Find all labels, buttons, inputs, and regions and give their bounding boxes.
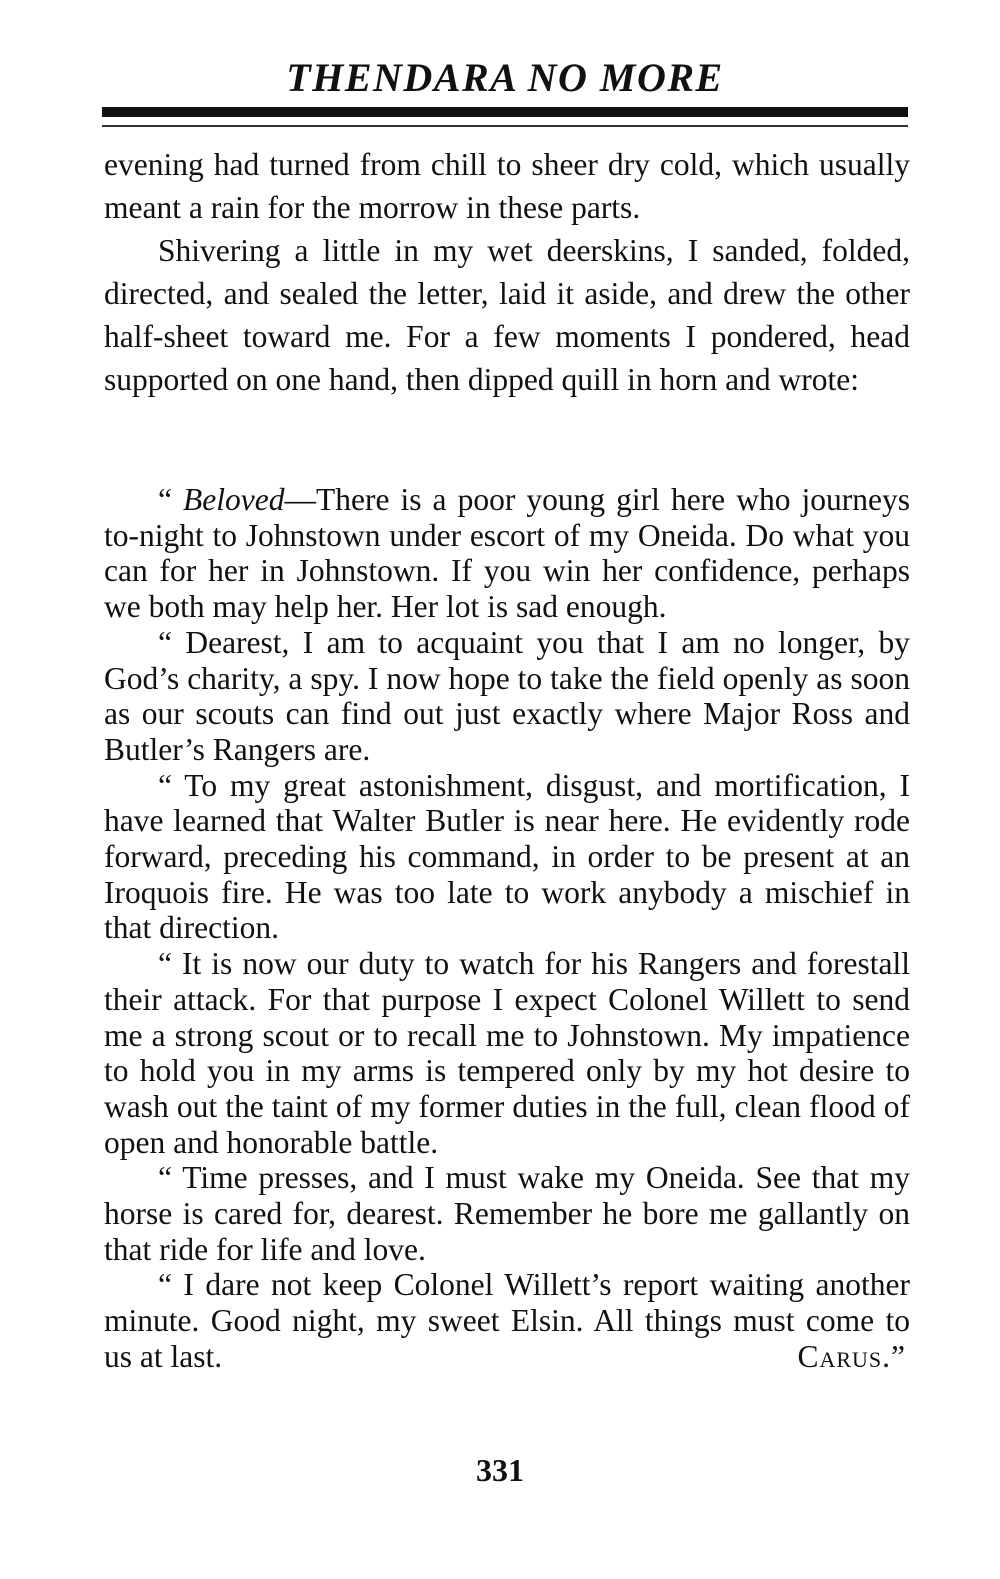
letter-paragraph-6	[104, 1267, 910, 1374]
letter-paragraph-5: “ Time presses, and I must wake my Oneida. See that my horse is cared for, dearest. Remember he bore me gallantly on that ride for life and love.	[104, 1160, 910, 1267]
page-number: 331	[476, 1452, 524, 1488]
letter-paragraph-1-text: —There is a poor young girl here who journeys to-night to Johnstown under escort of my Oneida. Do what you can for her in Johnstown. If you win her confidence, perhaps we both may help her. Her lot is sad enough.	[104, 482, 911, 625]
letter-signature: Carus.”	[797, 1338, 906, 1374]
letter-paragraph-6-text: “ I dare not keep Colonel Willett’s report waiting another minute. Good night, my sweet Elsin. All things must come to us at last.	[104, 1267, 910, 1374]
salutation-quote: “	[158, 482, 184, 517]
letter-paragraph-2: “ Dearest, I am to acquaint you that I am no longer, by God’s charity, a spy. I now hope to take the field openly as soon as our scouts can find out just exactly where Major Ross and Butler’s Rangers are.	[104, 624, 910, 767]
narrative-text-2: Shivering a little in my wet deerskins, I sanded, folded, directed, and sealed the letter, laid it aside, and drew the other half-sheet toward me. For a few moments I pondered, head supported on one hand, then dipped quill in horn and wrote:	[104, 233, 910, 397]
narrative-text-1: evening had turned from chill to sheer dry cold, which usually meant a rain for the morrow in these parts.	[104, 147, 910, 225]
header-rule-thin	[102, 125, 908, 127]
header-rule-thick	[102, 107, 908, 117]
letter-block	[104, 482, 910, 1375]
narrative-paragraph-2	[104, 229, 910, 401]
letter-paragraph-4: “ It is now our duty to watch for his Rangers and forestall their attack. For that purpose I expect Colonel Willett to send me a strong scout or to recall me to Johnstown. My impatience to hold you in my arms is tempered only by my hot desire to wash out the taint of my former duties in the full, clean flood of open and honorable battle.	[104, 946, 910, 1160]
running-header: THENDARA NO MORE	[286, 55, 724, 100]
letter-salutation: Beloved	[183, 482, 285, 517]
letter-paragraph-3: “ To my great astonishment, disgust, and mortification, I have learned that Walter Butler is near here. He evidently rode forward, preceding his command, in order to be present at an Iroquois fire. He was too late to work anybody a mischief in that direction.	[104, 767, 910, 946]
letter-paragraph-1	[104, 482, 910, 625]
narrative-paragraph-1	[104, 143, 910, 229]
